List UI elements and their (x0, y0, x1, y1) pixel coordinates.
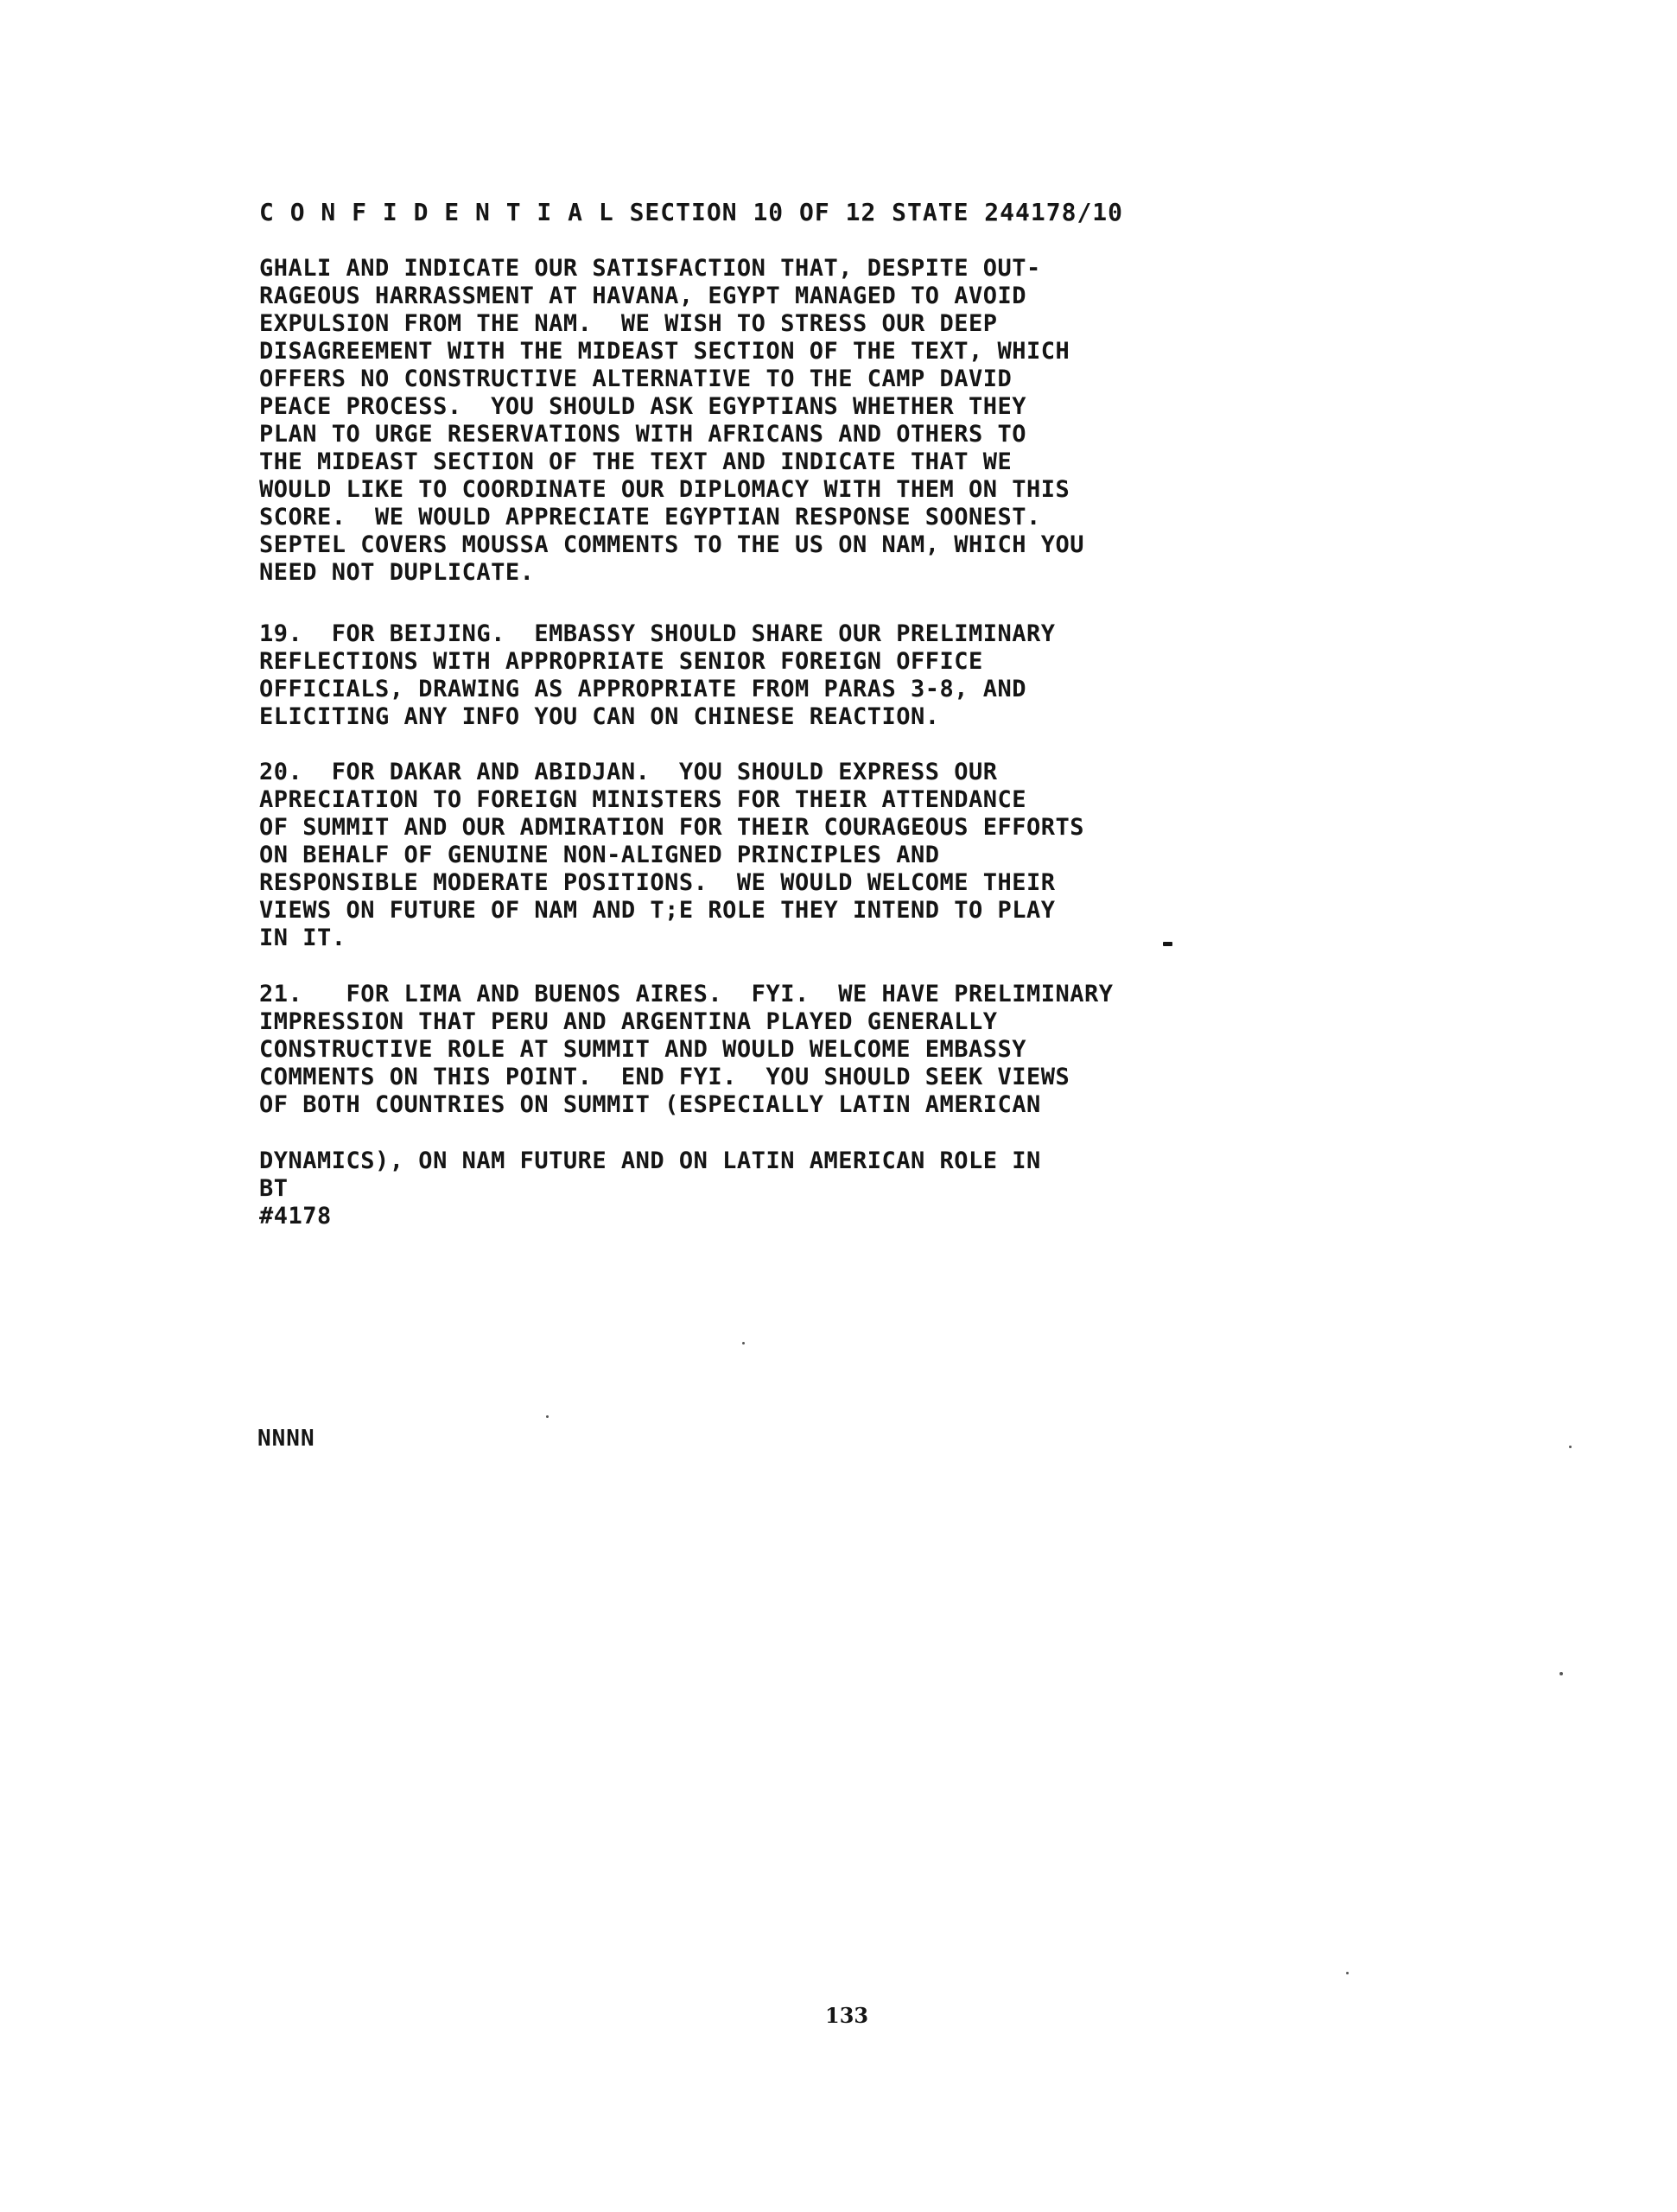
scan-speck (742, 1342, 745, 1344)
classification-header: C O N F I D E N T I A L SECTION 10 OF 12 STATE 244178/10 (259, 198, 1124, 226)
margin-mark (1163, 942, 1172, 946)
scan-speck (1346, 1972, 1349, 1974)
scan-speck (1569, 1446, 1572, 1448)
paragraph-20-dakar-abidjan: 20. FOR DAKAR AND ABIDJAN. YOU SHOULD EXPRESS OUR APRECIATION TO FOREIGN MINISTERS FOR THEIR ATTENDANCE OF SUMMIT AND OUR ADMIRATION FOR THEIR COURAGEOUS EFFORTS ON BEHALF OF GENUINE NON-ALIGNED PRINCIPLES AND RESPONSIBLE MODERATE POSITIONS. WE WOULD WELCOME THEIR VIEWS ON FUTURE OF NAM AND T;E ROLE THEY INTEND TO PLAY IN IT. (259, 759, 1085, 951)
page-number: 133 (825, 2003, 869, 2028)
paragraph-19-beijing: 19. FOR BEIJING. EMBASSY SHOULD SHARE OUR PRELIMINARY REFLECTIONS WITH APPROPRIATE SENIOR FOREIGN OFFICE OFFICIALS, DRAWING AS APPROPRIATE FROM PARAS 3-8, AND ELICITING ANY INFO YOU CAN ON CHINESE REACTION. (259, 620, 1056, 730)
paragraph-egypt: GHALI AND INDICATE OUR SATISFACTION THAT, DESPITE OUT- RAGEOUS HARRASSMENT AT HAVANA, EGYPT MANAGED TO AVOID EXPULSION FROM THE NAM. WE WISH TO STRESS OUR DEEP DISAGREEMENT WITH THE MIDEAST SECTION OF THE TEXT, WHICH OFFERS NO CONSTRUCTIVE ALTERNATIVE TO THE CAMP DAVID PEACE PROCESS. YOU SHOULD ASK EGYPTIANS WHETHER THEY PLAN TO URGE RESERVATIONS WITH AFRICANS AND OTHERS TO THE MIDEAST SECTION OF THE TEXT AND INDICATE THAT WE WOULD LIKE TO COORDINATE OUR DIPLOMACY WITH THEM ON THIS SCORE. WE WOULD APPRECIATE EGYPTIAN RESPONSE SOONEST. SEPTEL COVERS MOUSSA COMMENTS TO THE US ON NAM, WHICH YOU NEED NOT DUPLICATE. (259, 255, 1085, 586)
end-of-message-marker: NNNN (257, 1426, 315, 1452)
paragraph-closing: DYNAMICS), ON NAM FUTURE AND ON LATIN AMERICAN ROLE IN BT #4178 (259, 1147, 1041, 1230)
scan-speck (1559, 1672, 1563, 1675)
scan-speck (546, 1415, 549, 1418)
paragraph-21-lima-buenos-aires: 21. FOR LIMA AND BUENOS AIRES. FYI. WE HAVE PRELIMINARY IMPRESSION THAT PERU AND ARGENTINA PLAYED GENERALLY CONSTRUCTIVE ROLE AT SUMMIT AND WOULD WELCOME EMBASSY COMMENTS ON THIS POINT. END FYI. YOU SHOULD SEEK VIEWS OF BOTH COUNTRIES ON SUMMIT (ESPECIALLY LATIN AMERICAN (259, 981, 1114, 1118)
